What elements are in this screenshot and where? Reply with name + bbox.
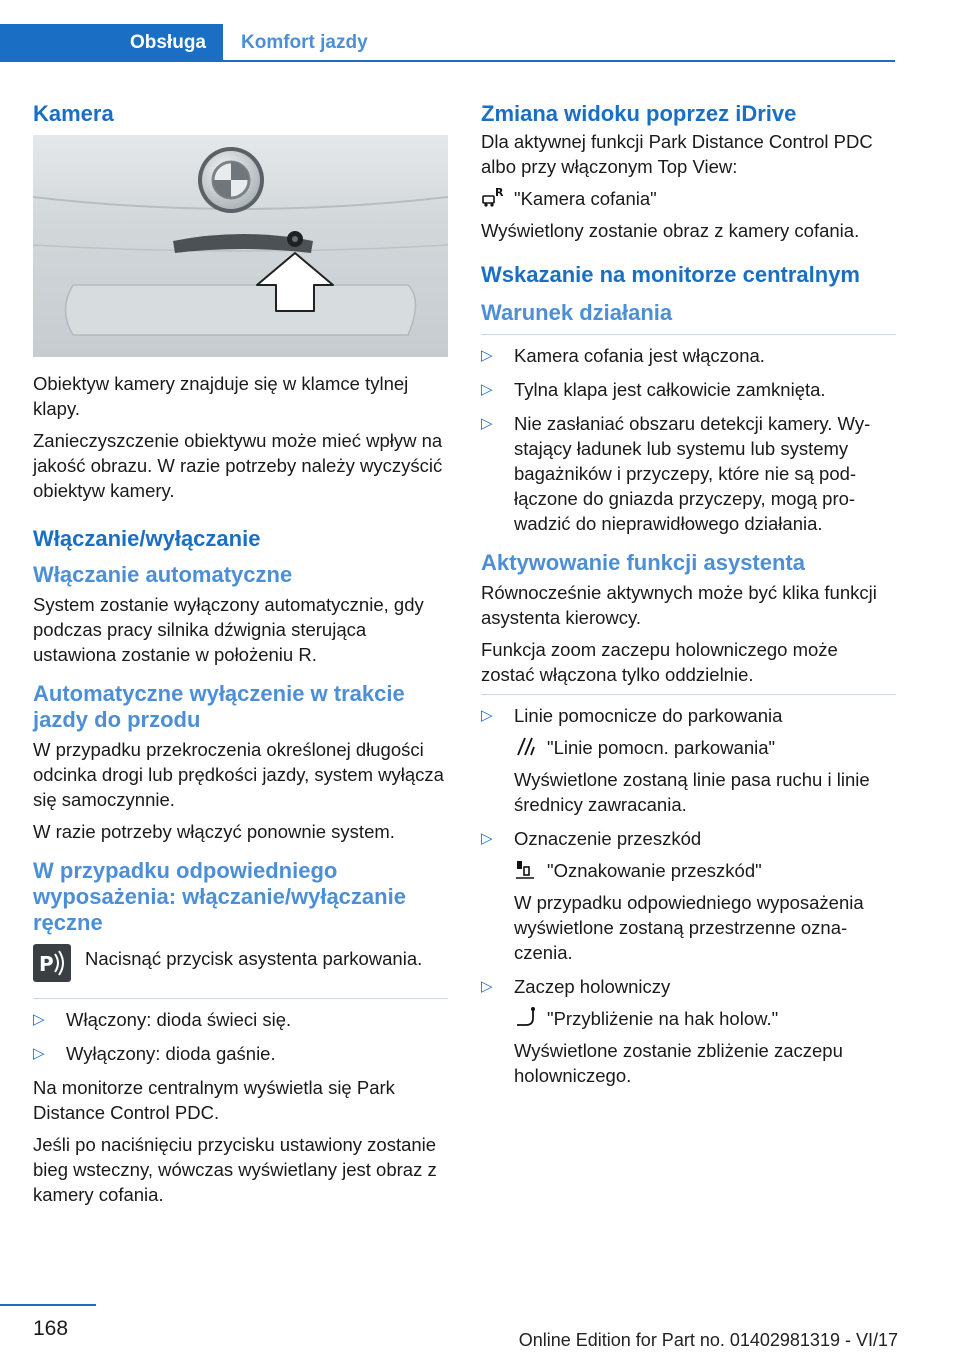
triangle-bullet-icon: ▷ bbox=[481, 381, 493, 398]
list-item: ▷ Wyłączony: dioda gaśnie. bbox=[33, 1043, 276, 1064]
section-title-display: Wskazanie na monitorze centralnym bbox=[481, 262, 860, 287]
triangle-bullet-icon: ▷ bbox=[33, 1011, 45, 1028]
footer-divider bbox=[0, 1304, 96, 1306]
page-header bbox=[0, 0, 960, 64]
list-item: ▷ Linie pomocnicze do parkowania "Linie pomocn. parkowania" Wyświetlone zostaną linie pasa ruchu i linie średnicy zawracania. bbox=[481, 703, 896, 817]
paragraph: System zostanie wyłączony automatycznie, gdy podczas pracy silnika dźwignia sterująca ustawiona zostanie w położeniu R. bbox=[33, 594, 424, 665]
edition-note: Online Edition for Part no. 01402981319 - VI/17 bbox=[518, 1330, 898, 1350]
menu-item-label: "Oznakowanie przeszkód" bbox=[547, 860, 762, 881]
section-title-kamera: Kamera bbox=[33, 101, 114, 126]
menu-item-label: "Linie pomocn. parkowania" bbox=[547, 737, 776, 758]
triangle-bullet-icon: ▷ bbox=[481, 347, 493, 364]
list-item: ▷ Włączony: dioda świeci się. bbox=[33, 1009, 292, 1030]
tab-komfort-jazdy: Komfort jazdy bbox=[241, 32, 368, 53]
paragraph: Funkcja zoom zaczepu holowniczego może zostać włączona tylko oddzielnie. bbox=[481, 639, 838, 685]
list-item: ▷ Tylna klapa jest całkowicie zamknięta. bbox=[481, 379, 826, 400]
tow-hook-icon bbox=[514, 1006, 539, 1028]
obstacle-marking-icon bbox=[514, 858, 539, 880]
park-assist-row bbox=[33, 944, 448, 982]
list-item: ▷ Oznaczenie przeszkód "Oznakowanie przeszkód" W przypadku odpowiedniego wyposażenia wyświetlone zostaną przestrzenne oznaczenia. bbox=[481, 826, 896, 965]
list-divider bbox=[481, 334, 896, 335]
camera-illustration bbox=[33, 135, 448, 357]
tab-obsluga: Obsługa bbox=[0, 24, 223, 62]
list-item: ▷ Nie zasłaniać obszaru detekcji kamery. Wystający ładunek lub systemu lub systemy bagażników i przyczepy, które nie są podłączone do gniazda przyczepy, mogą prowadzić do nieprawidłowego działania. bbox=[481, 413, 871, 534]
svg-text:P: P bbox=[39, 952, 54, 976]
section-title-idrive: Zmiana widoku poprzez iDrive bbox=[481, 101, 797, 126]
subsection-title-auto-on: Włączanie automatyczne bbox=[33, 562, 293, 587]
triangle-bullet-icon: ▷ bbox=[481, 830, 493, 847]
header-divider bbox=[0, 60, 895, 62]
triangle-bullet-icon: ▷ bbox=[481, 415, 493, 432]
list-divider bbox=[33, 998, 448, 999]
menu-row-camera bbox=[481, 186, 896, 211]
list-item: ▷ Zaczep holowniczy "Przybliżenie na hak holow." Wyświetlone zostanie zbliżenie zaczepu holowniczego. bbox=[481, 974, 896, 1088]
paragraph: W razie potrzeby włączyć ponownie system. bbox=[33, 821, 395, 842]
list-item: ▷ Kamera cofania jest włączona. bbox=[481, 345, 765, 366]
subsection-title-auto-off: Automatyczne wyłączenie w trakcie jazdy do przodu bbox=[33, 681, 405, 732]
paragraph: Dla aktywnej funkcji Park Distance Control PDC albo przy włączonym Top View: bbox=[481, 131, 873, 177]
left-column bbox=[33, 100, 448, 1214]
paragraph: Wyświetlony zostanie obraz z kamery cofania. bbox=[481, 220, 860, 241]
paragraph: Obiektyw kamery znajduje się w klamce tylnej klapy. bbox=[33, 373, 409, 419]
subsection-title-condition: Warunek działania bbox=[481, 300, 673, 325]
menu-row-parking-lines bbox=[514, 735, 896, 760]
menu-item-label: "Kamera cofania" bbox=[514, 188, 657, 209]
menu-row-tow-hook bbox=[514, 1006, 896, 1031]
rear-camera-icon bbox=[481, 186, 506, 208]
subsection-title-manual: W przypadku odpowiedniego wyposażenia: włączanie/wyłączanie ręczne bbox=[33, 858, 406, 935]
right-column bbox=[481, 100, 896, 1097]
parking-lines-icon bbox=[514, 735, 539, 757]
section-title-onoff: Włączanie/wyłączanie bbox=[33, 526, 261, 551]
list-divider bbox=[481, 694, 896, 695]
subsection-title-activate: Aktywowanie funkcji asystenta bbox=[481, 550, 805, 575]
menu-row-obstacles bbox=[514, 858, 896, 883]
page-number: 168 bbox=[33, 1317, 69, 1340]
triangle-bullet-icon: ▷ bbox=[481, 978, 493, 995]
paragraph: Zanieczyszczenie obiektywu może mieć wpływ na jakość obrazu. W razie potrzeby należy wyczyścić obiektyw kamery. bbox=[33, 430, 443, 501]
triangle-bullet-icon: ▷ bbox=[481, 707, 493, 724]
paragraph: Na monitorze centralnym wyświetla się Park Distance Control PDC. bbox=[33, 1077, 395, 1123]
paragraph: W przypadku przekroczenia określonej długości odcinka drogi lub prędkości jazdy, system wyłącza się samoczynnie. bbox=[33, 739, 444, 810]
paragraph: Jeśli po naciśnięciu przycisku ustawiony zostanie bieg wsteczny, wówczas wyświetlany jest obraz z kamery cofania. bbox=[33, 1134, 437, 1205]
svg-text:R: R bbox=[495, 186, 504, 199]
led-status-list bbox=[33, 1007, 448, 1066]
condition-list bbox=[481, 343, 896, 536]
park-assist-button-icon bbox=[33, 944, 71, 982]
camera-photo bbox=[33, 135, 448, 357]
park-assist-instruction: Nacisnąć przycisk asystenta parkowania. bbox=[85, 948, 423, 969]
paragraph: Równocześnie aktywnych może być klika funkcji asystenta kierowcy. bbox=[481, 582, 877, 628]
triangle-bullet-icon: ▷ bbox=[33, 1045, 45, 1062]
assist-function-list bbox=[481, 703, 896, 1088]
menu-item-label: "Przybliżenie na hak holow." bbox=[547, 1008, 779, 1029]
